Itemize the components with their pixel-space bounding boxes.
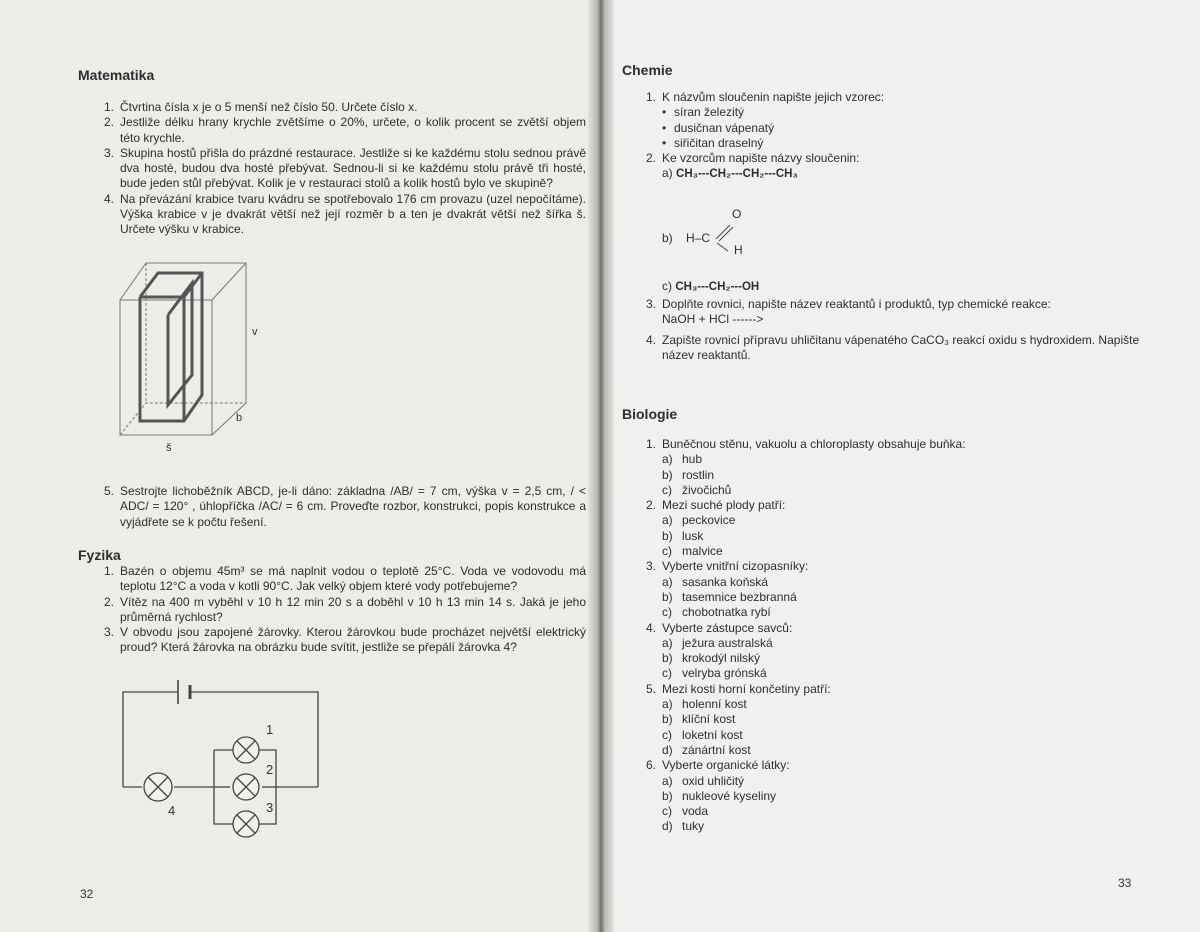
box-front-face xyxy=(120,300,212,435)
list-item: 3. Skupina hostů přišla do prázdné restaurace. Jestliže si ke každému stolu sednou právě dva hosté, budou dva hosté přebývat. Sednou-li si ke každému stolu právě tři hosté, bude jeden stůl přebývat. Kolik je v restauraci stolů a kolik hostů bylo ve skupině? xyxy=(103,145,586,191)
list-item: 4. Na převázání krabice tvaru kvádru se spotřebovalo 176 cm provazu (uzel nepočítáme). Výška krabice v je dvakrát větší než její rozměr b a ten je dvakrát větší než šířka š. Určete výšku v krabice. xyxy=(103,191,586,237)
bulb-1-label: 1 xyxy=(266,722,274,737)
chem-bullet-list xyxy=(662,105,1160,151)
answer-option: a) holenní kost xyxy=(662,697,747,712)
answer-option: b) klíční kost xyxy=(662,712,736,727)
list-item: 1. Bazén o objemu 45m³ se má naplnit vodou o teplotě 25°C. Voda ve vodovodu má teplotu 12°C a voda v kotli 90°C. Jak velký objem které vody potřebujeme? xyxy=(103,564,586,594)
answer-option: a) sasanka koňská xyxy=(662,574,769,589)
bulb-3-label: 3 xyxy=(266,800,274,815)
page-number-right: 33 xyxy=(1118,876,1132,890)
math-section-title: Matematika xyxy=(78,67,155,83)
answer-option: c) loketní kost xyxy=(662,727,743,742)
chemistry-section-title: Chemie xyxy=(622,62,673,78)
right-page xyxy=(600,0,1200,932)
page-number-left: 32 xyxy=(80,887,94,901)
bulb-1-icon xyxy=(233,737,259,763)
box-string-figure xyxy=(110,255,270,455)
answer-option: a) ježura australská xyxy=(662,635,773,650)
chem-q2-c: c) CH₃---CH₂---OH xyxy=(662,278,760,293)
list-item: 1. Čtvrtina čísla x je o 5 menší než číslo 50. Určete číslo x. xyxy=(103,100,418,114)
answer-option: b) rostlin xyxy=(662,467,715,482)
book-gutter xyxy=(588,0,614,932)
list-item: 2. Jestliže délku hrany krychle zvětšíme o 20%, určete, o kolik procent se zvětší objem této krychle. xyxy=(103,115,586,145)
answer-option: c) malvice xyxy=(662,544,723,559)
answer-option: b) nukleové kyseliny xyxy=(662,788,777,803)
physics-question-list xyxy=(98,564,586,656)
answer-option: c) chobotnatka rybí xyxy=(662,605,771,620)
answer-option: b) krokodýl nilský xyxy=(662,651,761,666)
answer-option: a) oxid uhličitý xyxy=(662,773,745,788)
answer-option: a) hub xyxy=(662,452,703,467)
aldehyde-formula-left: H–C xyxy=(686,230,711,245)
chem-question-2: 2. Ke vzorcům napište názvy sloučenin: a) CH₃---CH₂---CH₂---CH₃ b) H–C O H c) CH₃---CH₂---OH xyxy=(640,151,1160,295)
label-v: v xyxy=(252,326,258,338)
chem-question-3: 3. Doplňte rovnici, napište název reaktantů i produktů, typ chemické reakce: NaOH + HCl ------> xyxy=(645,297,1051,327)
math-question-list xyxy=(98,100,586,238)
chem-q2-b: b) H–C O H xyxy=(662,206,743,257)
biology-section-title: Biologie xyxy=(622,406,678,422)
bulb-2-icon xyxy=(233,774,259,800)
biology-question-list xyxy=(640,437,1140,835)
bulb-4-icon xyxy=(144,773,172,801)
string-loops xyxy=(140,273,202,421)
list-item: 4. Vyberte zástupce savců: a) ježura australská b) krokodýl nilský c) velryba grónská xyxy=(640,621,1140,682)
answer-option: c) velryba grónská xyxy=(662,666,767,681)
list-item: 2. Mezi suché plody patří: a) peckovice b) lusk c) malvice xyxy=(640,498,1140,559)
physics-section-title: Fyzika xyxy=(78,547,121,563)
list-item: 5. Mezi kosti horní končetiny patří: a) holenní kost b) klíční kost c) loketní kost d) zánártní kost xyxy=(640,682,1140,758)
bullet-item: • dusičnan vápenatý xyxy=(662,120,775,135)
answer-option: c) voda xyxy=(662,804,709,819)
bullet-icon: • xyxy=(662,120,667,135)
bullet-item: • siřičitan draselný xyxy=(662,135,764,150)
bullet-icon: • xyxy=(662,105,667,120)
bulb-4-label: 4 xyxy=(168,803,176,818)
list-item: 3. Vyberte vnitřní cizopasníky: a) sasanka koňská b) tasemnice bezbranná c) chobotnatka rybí xyxy=(640,559,1140,620)
list-item: 3. V obvodu jsou zapojené žárovky. Kterou žárovkou bude procházet největší elektrický proud? Která žárovka na obrázku bude svítit, jestliže se přepálí žárovka 4? xyxy=(103,625,586,655)
list-item: 5. Sestrojte lichoběžník ABCD, je-li dáno: základna /AB/ = 7 cm, výška v = 2,5 cm, / < ADC/ = 120° , úhlopříčka /AC/ = 6 cm. Proveďte rozbor, konstrukci, popis konstrukce a vyjádřete se k počtu řešení. xyxy=(103,484,586,529)
circuit-figure xyxy=(118,672,328,842)
bullet-item: • síran železitý xyxy=(662,105,745,120)
answer-option: b) lusk xyxy=(662,528,704,543)
answer-option: b) tasemnice bezbranná xyxy=(662,589,797,604)
answer-option: c) živočichů xyxy=(662,482,732,497)
circuit-wire-left xyxy=(123,692,178,787)
label-b: b xyxy=(236,412,243,424)
chem-question-4: 4. Zapište rovnicí přípravu uhličitanu vápenatého CaCO₃ reakcí oxidu s hydroxidem. Napište název reaktantů. xyxy=(645,332,1140,362)
bulb-2-label: 2 xyxy=(266,762,274,777)
list-item: 1. Buněčnou stěnu, vakuolu a chloroplasty obsahuje buňka: a) hub b) rostlin c) živočichů xyxy=(640,437,1140,498)
list-item: 2. Vítěz na 400 m vyběhl v 10 h 12 min 20 s a doběhl v 10 h 13 min 14 s. Jaká je jeho průměrná rychlost? xyxy=(103,594,586,624)
bullet-icon: • xyxy=(662,135,667,150)
chem-question-1: 1. K názvům sloučenin napište jejich vzorec: • síran železitý • dusičnan vápenatý • siřičitan draselný xyxy=(640,90,1160,151)
label-s: š xyxy=(166,442,172,454)
answer-option: d) zánártní kost xyxy=(662,742,751,757)
bulb-3-icon xyxy=(233,811,259,837)
aldehyde-hydrogen: H xyxy=(734,242,743,257)
answer-option: a) peckovice xyxy=(662,513,736,528)
math-question-5 xyxy=(98,484,586,530)
answer-option: d) tuky xyxy=(662,819,705,834)
list-item: 6. Vyberte organické látky: a) oxid uhličitý b) nukleové kyseliny c) voda d) tuky xyxy=(640,758,1140,834)
chemistry-questions xyxy=(640,90,1160,363)
chem-q2-a: a) CH₃---CH₂---CH₂---CH₃ xyxy=(662,166,798,181)
aldehyde-oxygen: O xyxy=(732,206,742,221)
chem-equation: NaOH + HCl ------> xyxy=(662,312,764,327)
